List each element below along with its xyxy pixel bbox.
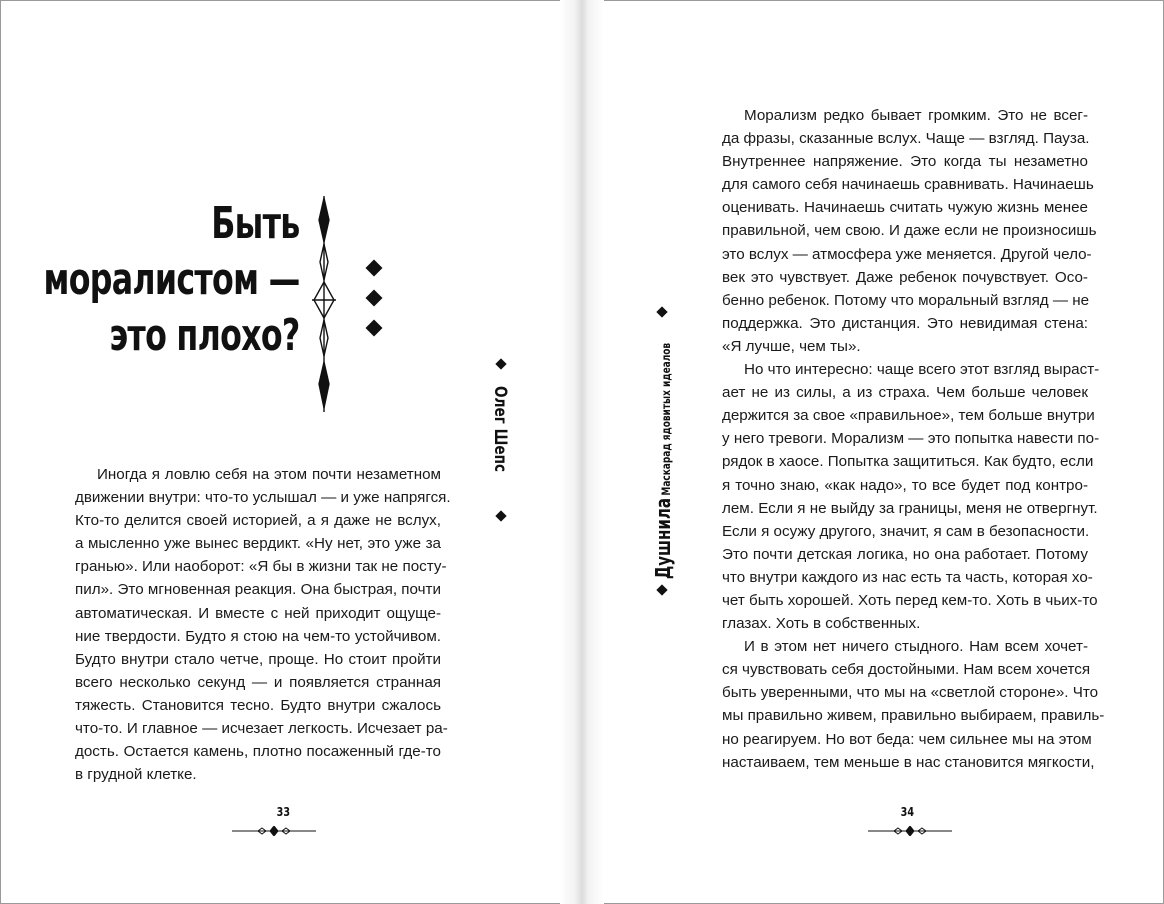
text-line: Кто-то делится своей историей, а я даже не вслух,: [75, 512, 441, 530]
page-number: 33: [276, 805, 291, 819]
book-title-sub: . Маскарад ядовитых идеалов: [659, 342, 673, 503]
text-line: что-то. И главное — исчезает легкость. Исчезает ра-: [75, 720, 448, 738]
text-line: рядок в хаосе. Попытка защититься. Как будто, если: [722, 453, 1094, 471]
text-line: «Я лучше, чем ты».: [722, 337, 861, 355]
text-line: бенно ребенок. Потому что моральный взгляд — не: [722, 291, 1090, 309]
diamond-ornaments: [368, 262, 380, 352]
author-name: Олег Шепс: [490, 386, 510, 473]
text-line: всего несколько секунд — и появляется странная: [75, 673, 441, 691]
book-title-main: Душнила: [651, 498, 675, 580]
text-line: век это чувствует. Даже ребенок почувствует. Осо-: [722, 268, 1088, 286]
text-line: Внутреннее напряжение. Это когда ты незаметно: [722, 153, 1088, 171]
diamond-icon: [495, 358, 506, 369]
text-line: лем. Если я не выйду за границы, меня не отвергнут.: [722, 499, 1098, 517]
right-body-text: [722, 104, 1105, 774]
left-body-text: [75, 463, 451, 786]
diamond-icon: [366, 320, 383, 337]
running-head-author: [488, 356, 516, 526]
text-line: глазах. Хоть в собственных.: [722, 615, 921, 633]
text-line: настаиваем, тем меньше в нас становится мягкости,: [722, 753, 1095, 771]
text-line: Будто внутри стало четче, проще. Но стоит пройти: [75, 650, 441, 668]
text-line: ает не из силы, а из страха. Чем больше человек: [722, 384, 1088, 402]
title-line-1: Быть: [211, 198, 300, 249]
vertical-ornament-icon: [312, 196, 336, 412]
text-line: чет быть хорошей. Хоть перед кем-то. Хоть в чьих-то: [722, 591, 1098, 609]
text-line: мы правильно живем, правильно выбираем, правиль-: [722, 707, 1105, 725]
text-line: ся чувствовать себя достойными. Нам всем хочется: [722, 661, 1091, 679]
text-line: да фразы, сказанные вслух. Чаще — взгляд. Пауза.: [722, 130, 1090, 148]
text-line: держится за свое «правильное», тем больше внутри: [722, 407, 1095, 425]
diamond-icon: [366, 260, 383, 277]
text-line: в грудной клетке.: [75, 766, 197, 784]
text-line: Если я осужу другого, значит, я сам в безопасности.: [722, 522, 1090, 540]
diamond-icon: [366, 290, 383, 307]
text-line: Но что интересно: чаще всего этот взгляд выраст-: [744, 361, 1100, 379]
diamond-icon: [495, 510, 506, 521]
text-line: но реагируем. Но вот беда: чем сильнее мы на этом: [722, 730, 1092, 748]
book-title: [651, 298, 675, 606]
running-head-book: [648, 300, 678, 600]
text-line: я точно знаю, «как надо», то все будет под контро-: [722, 476, 1088, 494]
title-line-3: это плохо?: [109, 310, 301, 361]
text-line: а мысленно уже вынес вердикт. «Ну нет, это уже за: [75, 535, 441, 553]
text-line: пил». Это мгновенная реакция. Она быстрая, почти: [75, 581, 441, 599]
text-line: движении внутри: что-то услышал — и уже напрягся.: [75, 489, 451, 507]
text-line: оценивать. Начинаешь считать чужую жизнь менее: [722, 199, 1088, 217]
text-line: дость. Остается камень, плотно посаженный где-то: [75, 743, 441, 761]
text-line: гранью». Или наоборот: «Я бы в жизни так не посту-: [75, 558, 447, 576]
text-line: поддержка. Это дистанция. Это невидимая стена:: [722, 314, 1088, 332]
footer-ornament-icon: [232, 826, 316, 836]
text-line: И в этом нет ничего стыдного. Нам всем хочет-: [744, 638, 1088, 656]
text-line: ние твердости. Будто я стою на чем-то устойчивом.: [75, 627, 441, 645]
text-line: Это почти детская логика, но она работает. Потому: [722, 545, 1088, 563]
text-line: быть уверенными, что мы на «светлой стороне». Что: [722, 684, 1099, 702]
text-line: Иногда я ловлю себя на этом почти незаметном: [97, 466, 441, 483]
text-line: у него тревоги. Морализм — это попытка навести по-: [722, 430, 1100, 448]
chapter-title: [44, 196, 300, 364]
text-line: для самого себя начинаешь сравнивать. Начинаешь: [722, 176, 1094, 194]
text-line: Морализм редко бывает громким. Это не всег-: [744, 107, 1088, 124]
text-line: это вслух — атмосфера уже меняется. Другой чело-: [722, 245, 1092, 263]
text-line: правильной, чем свою. И даже если не произносишь: [722, 222, 1097, 240]
text-line: тяжесть. Становится тесно. Будто внутри сжалось: [75, 696, 441, 714]
footer-ornament-icon: [868, 826, 952, 836]
text-line: что внутри каждого из нас есть та часть, которая хо-: [722, 568, 1093, 586]
text-line: автоматическая. И вместе с ней приходит ощуще-: [75, 604, 441, 622]
page-number: 34: [900, 805, 915, 819]
title-line-2: моралистом —: [44, 254, 300, 305]
